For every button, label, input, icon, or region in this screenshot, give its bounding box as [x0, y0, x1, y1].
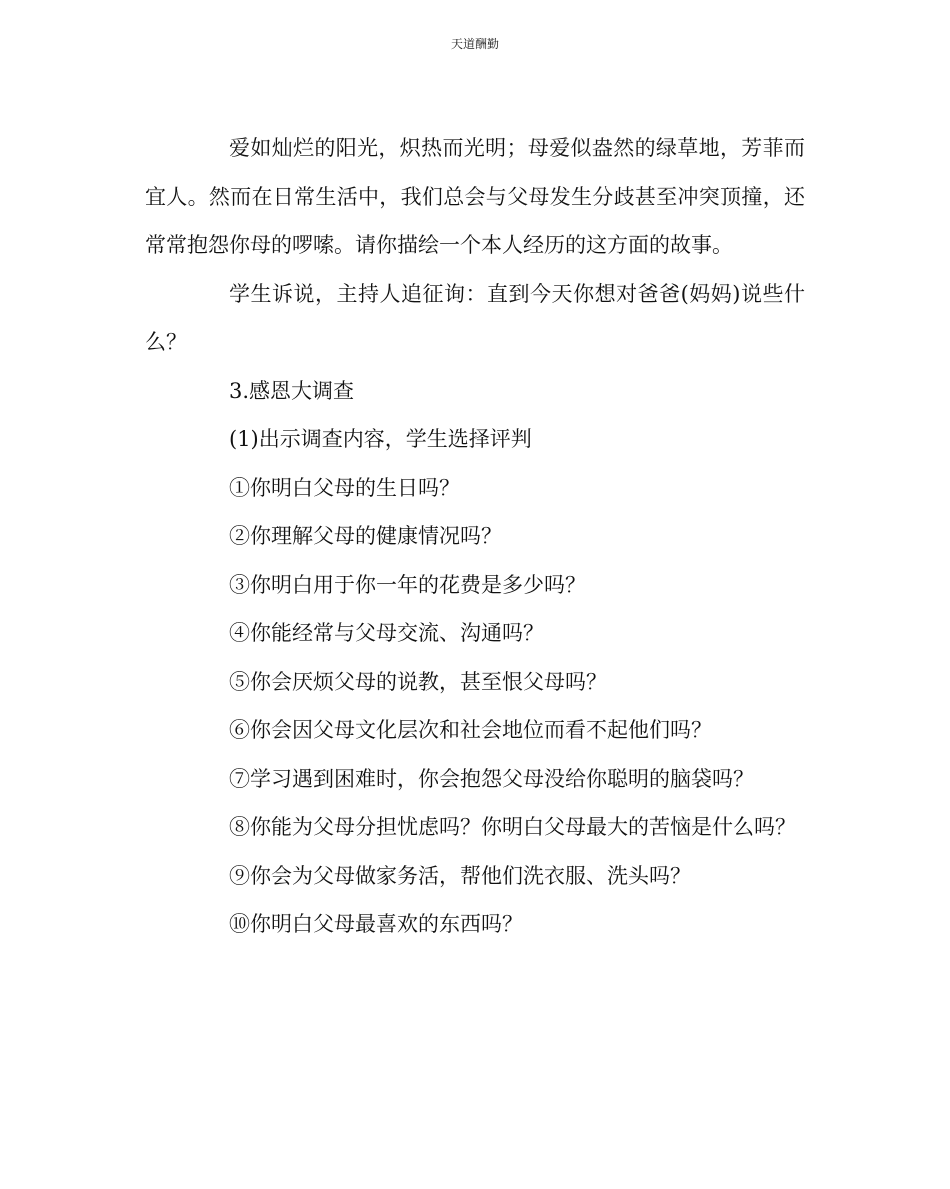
paragraph-intro: 爱如灿烂的阳光，炽热而光明；母爱似盎然的绿草地，芳菲而宜人。然而在日常生活中，我们总会与父母发生分歧甚至冲突顶撞，还常常抱怨你母的啰嗦。请你描绘一个本人经历的这方面的故事。: [145, 136, 805, 257]
document-body: [145, 124, 805, 949]
subsection-heading: (1)出示调查内容，学生选择评判: [229, 427, 532, 451]
survey-question-2: ②你理解父母的健康情况吗？: [229, 524, 502, 548]
survey-question-1: ①你明白父母的生日吗？: [229, 475, 460, 500]
survey-question-10: ⑩你明白父母最喜欢的东西吗？: [229, 912, 523, 936]
page-header: 天道酬勤: [450, 37, 499, 51]
survey-question-7: ⑦学习遇到困难时，你会抱怨父母没给你聪明的脑袋吗？: [229, 766, 754, 791]
survey-question-3: ③你明白用于你一年的花费是多少吗？: [229, 572, 586, 597]
survey-question-8: ⑧你能为父母分担忧虑吗？你明白父母最大的苦恼是什么吗？: [229, 815, 796, 839]
section-heading: 3.感恩大调查: [229, 378, 355, 403]
survey-question-9: ⑨你会为父母做家务活，帮他们洗衣服、洗头吗？: [229, 863, 691, 888]
survey-question-5: ⑤你会厌烦父母的说教，甚至恨父母吗？: [229, 669, 607, 694]
survey-question-4: ④你能经常与父母交流、沟通吗？: [229, 621, 544, 645]
paragraph-student-talk: 学生诉说，主持人追征询：直到今天你想对爸爸(妈妈)说些什么？: [145, 281, 805, 354]
survey-question-6: ⑥你会因父母文化层次和社会地位而看不起他们吗？: [229, 718, 712, 742]
